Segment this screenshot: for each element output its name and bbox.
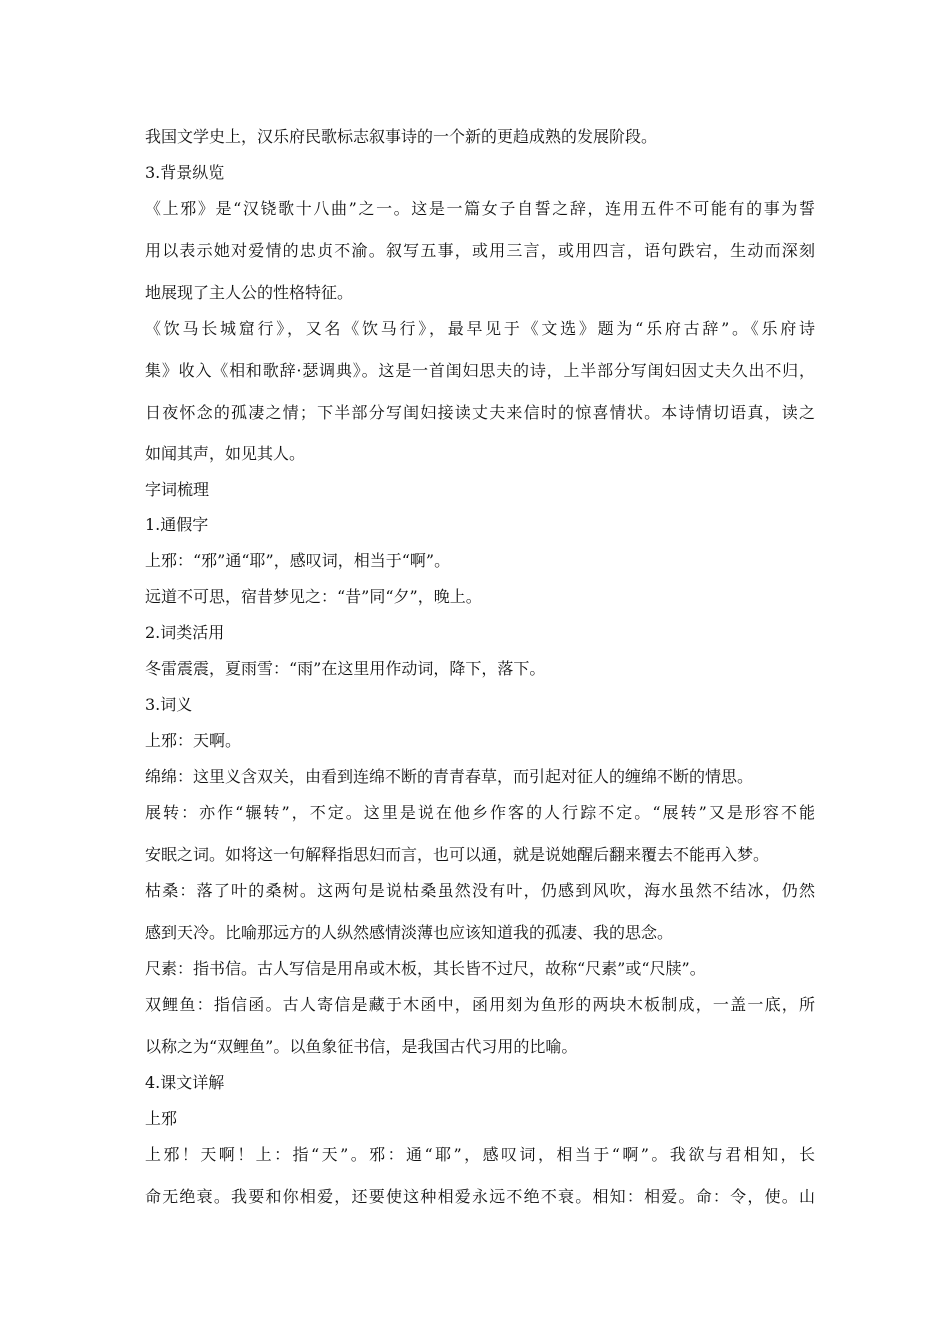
text-line: 上邪：“邪”通“耶”，感叹词，相当于“啊”。 [145,551,451,570]
text-line: 地展现了主人公的性格特征。 [145,283,354,302]
section-heading: 1.通假字 [145,515,209,534]
section-heading: 4.课文详解 [145,1073,225,1092]
section-heading: 3.词义 [145,695,193,714]
text-line: 展转：亦作“辗转”，不定。这里是说在他乡作客的人行踪不定。“展转”又是形容不能 [145,803,815,822]
section-heading: 3.背景纵览 [145,163,225,182]
text-line: 枯桑：落了叶的桑树。这两句是说枯桑虽然没有叶，仍感到风吹，海水虽然不结冰，仍然 [145,881,815,900]
text-line: 安眠之词。如将这一句解释指思妇而言，也可以通，就是说她醒后翻来覆去不能再入梦。 [145,845,770,864]
text-line: 绵绵：这里义含双关，由看到连绵不断的青青春草，而引起对征人的缠绵不断的情思。 [145,767,754,786]
text-line: 日夜怀念的孤凄之情；下半部分写闺妇接读丈夫来信时的惊喜情状。本诗情切语真，读之 [145,403,815,422]
section-heading: 2.词类活用 [145,623,225,642]
text-line: 集》收入《相和歌辞·瑟调典》。这是一首闺妇思夫的诗，上半部分写闺妇因丈夫久出不归， [145,361,815,380]
text-line: 上邪！天啊！上：指“天”。邪：通“耶”，感叹词，相当于“啊”。我欲与君相知，长 [145,1145,815,1164]
text-line: 用以表示她对爱情的忠贞不渝。叙写五事，或用三言，或用四言，语句跌宕，生动而深刻 [145,241,815,260]
text-line: 我国文学史上，汉乐府民歌标志叙事诗的一个新的更趋成熟的发展阶段。 [145,127,658,146]
text-line: 上邪：天啊。 [145,731,242,750]
section-heading: 字词梳理 [145,480,210,499]
section-heading: 上邪 [145,1109,178,1128]
text-line: 感到天冷。比喻那远方的人纵然感情淡薄也应该知道我的孤凄、我的思念。 [145,923,674,942]
text-line: 《饮马长城窟行》，又名《饮马行》，最早见于《文选》题为“乐府古辞”。《乐府诗 [145,319,815,338]
text-line: 双鲤鱼：指信函。古人寄信是藏于木函中，函用刻为鱼形的两块木板制成，一盖一底，所 [145,995,815,1014]
text-line: 如闻其声，如见其人。 [145,444,306,463]
text-line: 《上邪》是“汉铙歌十八曲”之一。这是一篇女子自誓之辞，连用五件不可能有的事为誓 [145,199,815,218]
text-line: 以称之为“双鲤鱼”。以鱼象征书信，是我国古代习用的比喻。 [145,1037,578,1056]
text-line: 尺素：指书信。古人写信是用帛或木板，其长皆不过尺，故称“尺素”或“尺牍”。 [145,959,706,978]
text-line: 远道不可思，宿昔梦见之：“昔”同“夕”，晚上。 [145,587,482,606]
text-line: 命无绝衰。我要和你相爱，还要使这种相爱永远不绝不衰。相知：相爱。命：令，使。山 [145,1187,815,1206]
text-line: 冬雷震震，夏雨雪：“雨”在这里用作动词，降下，落下。 [145,659,546,678]
